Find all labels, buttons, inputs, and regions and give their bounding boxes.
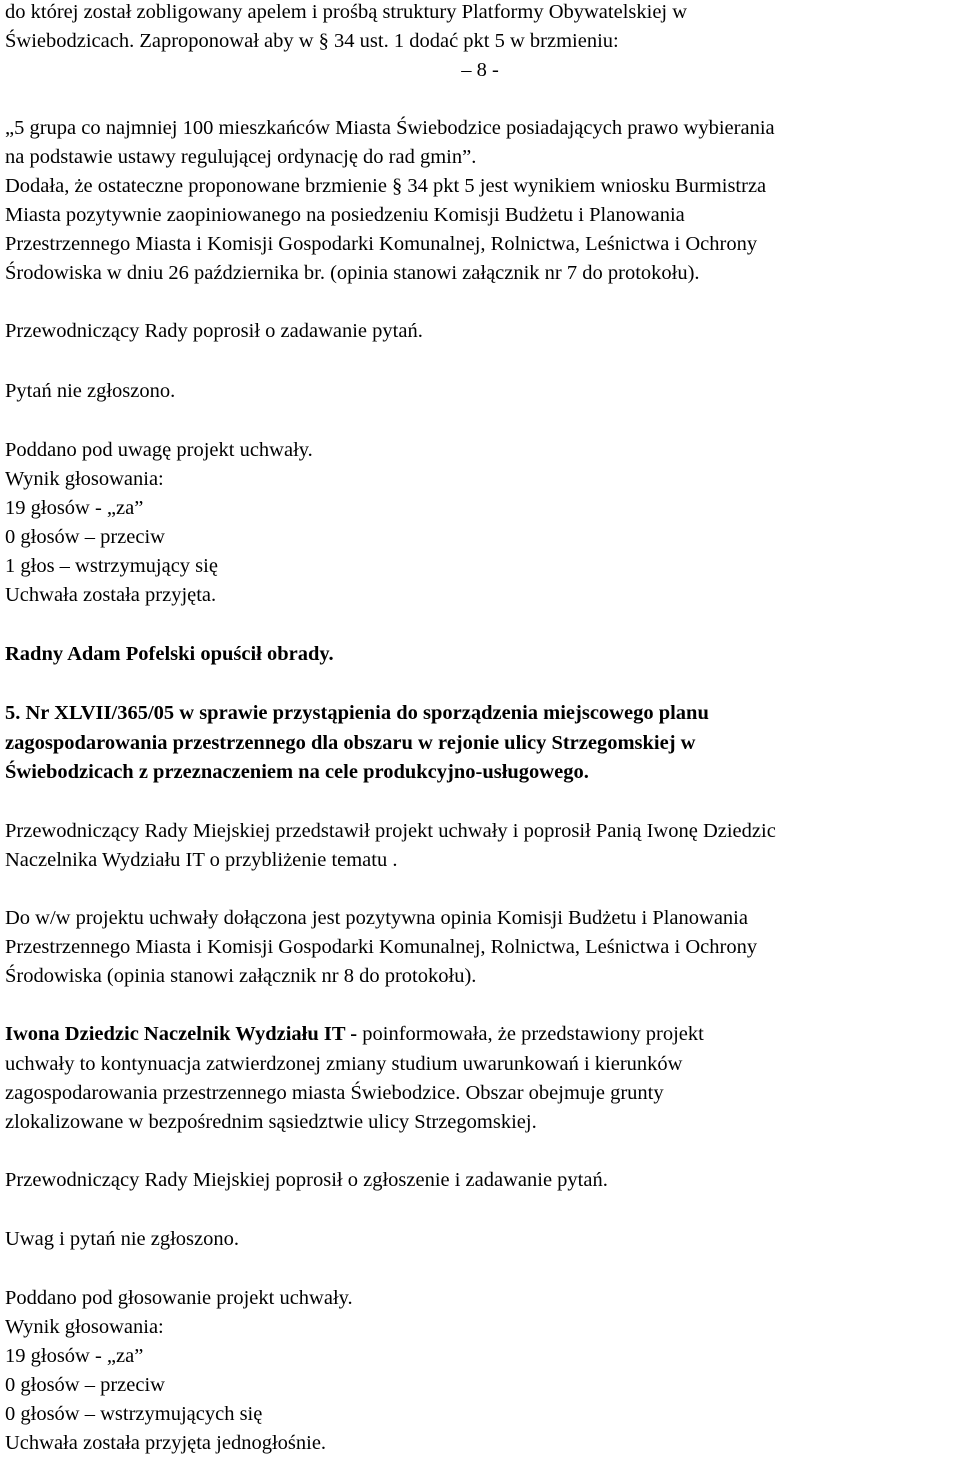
text-line: zagospodarowania przestrzennego miasta Świebodzice. Obszar obejmuje grunty xyxy=(5,1082,664,1104)
text-line: Przestrzennego Miasta i Komisji Gospodarki Komunalnej, Rolnictwa, Leśnictwa i Ochrony xyxy=(5,233,758,255)
vote-against: 0 głosów – przeciw xyxy=(5,1374,165,1396)
text-line: do której został zobligowany apelem i prośbą struktury Platformy Obywatelskiej w xyxy=(5,1,688,23)
text-line: Miasta pozytywnie zaopiniowanego na posiedzeniu Komisji Budżetu i Planowania xyxy=(5,204,685,226)
text-line: „5 grupa co najmniej 100 mieszkańców Miasta Świebodzice posiadających prawo wybierania xyxy=(5,117,775,139)
text-line: Do w/w projektu uchwały dołączona jest pozytywna opinia Komisji Budżetu i Planowania xyxy=(5,907,748,929)
text-line: zlokalizowane w bezpośrednim sąsiedztwie ulicy Strzegomskiej. xyxy=(5,1111,537,1133)
section-heading: zagospodarowania przestrzennego dla obszaru w rejonie ulicy Strzegomskiej w xyxy=(5,732,696,754)
speaker-text: poinformowała, że przedstawiony projekt xyxy=(357,1023,704,1045)
text-line: Przewodniczący Rady poprosił o zadawanie pytań. xyxy=(5,320,423,342)
text-line: na podstawie ustawy regulującej ordynację do rad gmin”. xyxy=(5,146,477,168)
vote-against: 0 głosów – przeciw xyxy=(5,526,165,548)
vote-abstain: 0 głosów – wstrzymujących się xyxy=(5,1403,263,1425)
text-line: Poddano pod uwagę projekt uchwały. xyxy=(5,439,313,461)
text-line: Dodała, że ostateczne proponowane brzmienie § 34 pkt 5 jest wynikiem wniosku Burmistrza xyxy=(5,175,767,197)
text-line: Wynik głosowania: xyxy=(5,1316,164,1338)
text-line: Świebodzicach. Zaproponował aby w § 34 ust. 1 dodać pkt 5 w brzmieniu: xyxy=(5,30,619,52)
vote-result: Uchwała została przyjęta. xyxy=(5,584,217,606)
text-line: Przestrzennego Miasta i Komisji Gospodarki Komunalnej, Rolnictwa, Leśnictwa i Ochrony xyxy=(5,936,758,958)
text-line: Środowiska (opinia stanowi załącznik nr 8 do protokołu). xyxy=(5,965,477,987)
text-line: Środowiska w dniu 26 października br. (opinia stanowi załącznik nr 7 do protokołu). xyxy=(5,262,700,284)
vote-for: 19 głosów - „za” xyxy=(5,1345,144,1367)
vote-abstain: 1 głos – wstrzymujący się xyxy=(5,555,218,577)
vote-result: Uchwała została przyjęta jednogłośnie. xyxy=(5,1432,327,1454)
text-line: uchwały to kontynuacja zatwierdzonej zmiany studium uwarunkowań i kierunków xyxy=(5,1053,683,1075)
text-line: Wynik głosowania: xyxy=(5,468,164,490)
page-number: – 8 - xyxy=(461,59,499,81)
text-line: Pytań nie zgłoszono. xyxy=(5,380,176,402)
bold-note: Radny Adam Pofelski opuścił obrady. xyxy=(5,643,334,665)
text-line: Poddano pod głosowanie projekt uchwały. xyxy=(5,1287,353,1309)
speaker-name: Iwona Dziedzic Naczelnik Wydziału IT - xyxy=(5,1023,358,1045)
section-heading: 5. Nr XLVII/365/05 w sprawie przystąpienia do sporządzenia miejscowego planu xyxy=(5,702,709,724)
text-line xyxy=(5,1024,704,1045)
vote-for: 19 głosów - „za” xyxy=(5,497,144,519)
text-line: Przewodniczący Rady Miejskiej przedstawił projekt uchwały i poprosił Panią Iwonę Dziedzic xyxy=(5,820,776,842)
section-heading: Świebodzicach z przeznaczeniem na cele produkcyjno-usługowego. xyxy=(5,761,589,783)
text-line: Naczelnika Wydziału IT o przybliżenie tematu . xyxy=(5,849,398,871)
text-line: Uwag i pytań nie zgłoszono. xyxy=(5,1228,239,1250)
text-line: Przewodniczący Rady Miejskiej poprosił o zgłoszenie i zadawanie pytań. xyxy=(5,1169,608,1191)
